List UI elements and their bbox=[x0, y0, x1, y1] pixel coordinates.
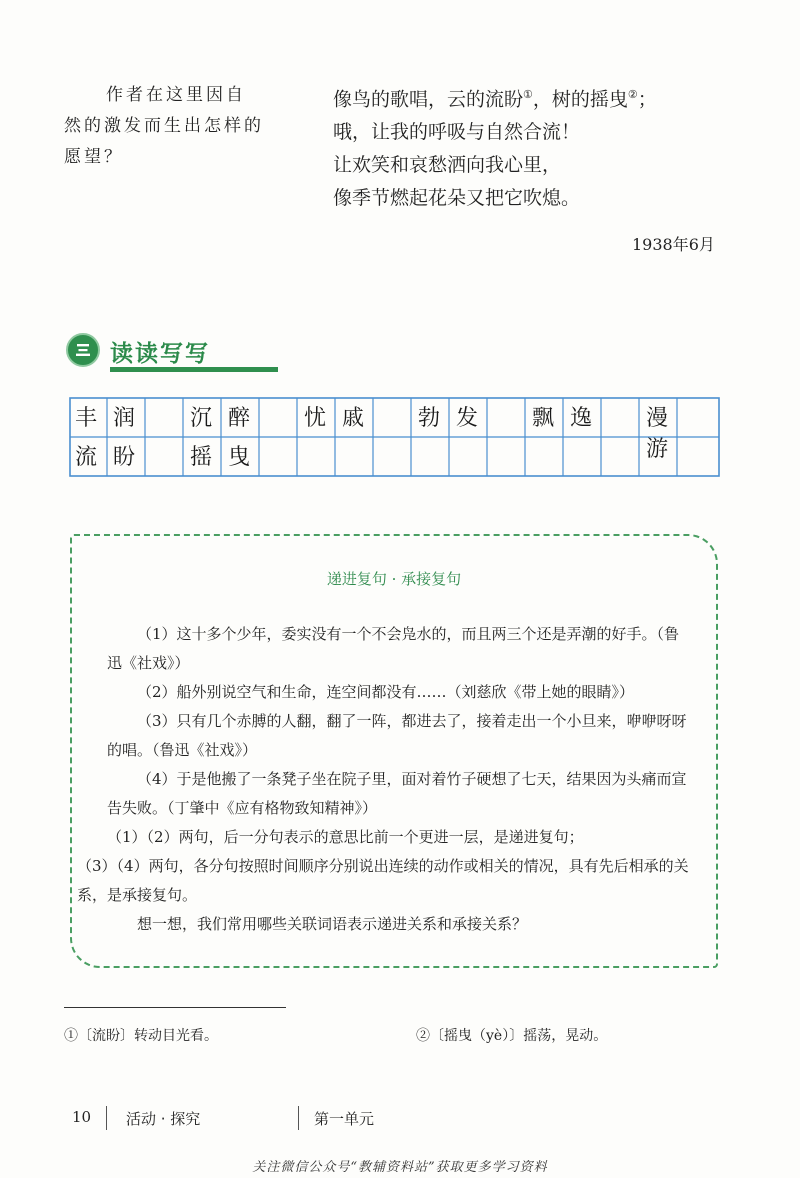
poem-line-1-part-b: ，树的摇曳 bbox=[532, 88, 628, 111]
section-title: 读读写写 bbox=[110, 340, 210, 367]
watermark-banner: 关注微信公众号“教辅资料站”获取更多学习资料 bbox=[252, 1160, 548, 1175]
poem bbox=[333, 78, 657, 215]
footnote-marker-2: ② bbox=[627, 88, 638, 101]
example-4: （4）于是他搬了一条凳子坐在院子里，面对着竹子硬想了七天，结果因为头痛而宣告失败。（丁肇中《应有格物致知精神》） bbox=[107, 770, 687, 817]
poem-line-1-part-a: 像鸟的歌唱，云的流盼 bbox=[333, 88, 524, 111]
footer-unit: 第一单元 bbox=[314, 1110, 375, 1128]
poem-line-1-part-c: ； bbox=[637, 88, 657, 111]
grammar-box bbox=[70, 534, 718, 968]
poem-line-1 bbox=[333, 78, 657, 116]
footnote-marker-1: ① bbox=[523, 88, 533, 101]
footer-divider bbox=[106, 1106, 107, 1130]
poem-line-4: 像季节燃起花朵又把它吹熄。 bbox=[333, 187, 581, 210]
footnote-divider bbox=[64, 1007, 286, 1008]
word-4: 勃发 bbox=[418, 406, 495, 431]
section-header bbox=[66, 333, 216, 373]
grammar-box-title: 递进复句 · 承接复句 bbox=[326, 570, 462, 588]
example-3: （3）只有几个赤膊的人翻，翻了一阵，都进去了，接着走出一个小旦来，咿咿呀呀的唱。（鲁迅《社戏》） bbox=[107, 712, 687, 759]
explanation-sequential: （3）（4）两句，各分句按照时间顺序分别说出连续的动作或相关的情况，具有先后相承的关系，是承接复句。 bbox=[77, 857, 689, 904]
footnote-2: ②〔摇曳（yè）〕摇荡，晃动。 bbox=[416, 1028, 608, 1044]
example-2: （2）船外别说空气和生命，连空间都没有……（刘慈欣《带上她的眼睛》） bbox=[137, 683, 635, 701]
poem-line-3: 让欢笑和哀愁洒向我心里， bbox=[333, 154, 562, 177]
section-three-badge-icon bbox=[66, 333, 100, 367]
page-number: 10 bbox=[72, 1108, 92, 1126]
explanation-progressive: （1）（2）两句，后一分句表示的意思比前一个更进一层，是递进复句； bbox=[107, 828, 584, 846]
writing-grid bbox=[69, 397, 719, 477]
footnote-1: ①〔流盼〕转动目光看。 bbox=[64, 1028, 218, 1044]
example-1: （1）这十多个少年，委实没有一个不会凫水的，而且两三个还是弄潮的好手。（鲁迅《社戏》） bbox=[107, 625, 680, 672]
word-3: 忧戚 bbox=[304, 406, 381, 431]
word-8: 摇曳 bbox=[190, 445, 267, 470]
section-underline bbox=[110, 367, 278, 372]
side-note-text: 作者在这里因自然的激发而生出怎样的愿望？ bbox=[64, 85, 264, 167]
word-2: 沉醉 bbox=[190, 406, 267, 431]
grammar-box-body bbox=[77, 620, 692, 939]
footer-divider bbox=[298, 1106, 299, 1130]
poem-line-2: 哦，让我的呼吸与自然合流！ bbox=[333, 121, 581, 144]
word-7: 流盼 bbox=[75, 445, 152, 470]
word-1: 丰润 bbox=[75, 406, 152, 431]
grid-lines bbox=[69, 397, 721, 479]
word-6: 漫游 bbox=[646, 406, 685, 462]
think-question: 想一想，我们常用哪些关联词语表示递进关系和承接关系？ bbox=[137, 915, 528, 933]
footer-activity: 活动 · 探究 bbox=[126, 1110, 201, 1128]
side-note bbox=[64, 80, 264, 173]
poem-date: 1938年6月 bbox=[632, 235, 715, 254]
word-5: 飘逸 bbox=[532, 406, 609, 431]
